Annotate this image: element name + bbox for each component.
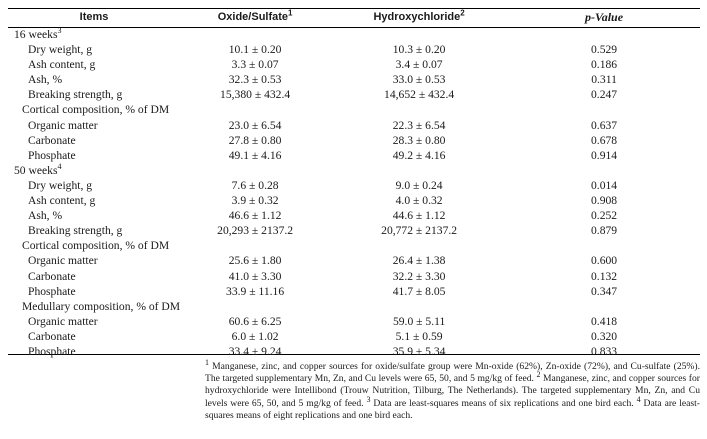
table-row — [8, 253, 700, 268]
table-row — [8, 87, 700, 102]
table-row — [8, 193, 700, 208]
oxide-sulfate-cell — [180, 102, 330, 117]
section-row — [8, 102, 700, 117]
hydroxychloride-cell — [330, 102, 508, 117]
section-label: Medullary composition, % of DM — [22, 299, 181, 313]
table-row — [8, 344, 700, 359]
hydroxychloride-cell — [330, 163, 508, 178]
oxide-sulfate-cell: 7.6 ± 0.28 — [231, 178, 279, 192]
section-label: Cortical composition, % of DM — [22, 239, 170, 253]
hydroxychloride-cell: 26.4 ± 1.38 — [392, 254, 446, 268]
oxide-sulfate-cell: 33.9 ± 11.16 — [226, 284, 285, 298]
oxide-sulfate-cell: 60.6 ± 6.25 — [228, 314, 282, 328]
p-value-cell: 0.311 — [591, 73, 617, 87]
oxide-sulfate-cell: 49.1 ± 4.16 — [228, 148, 282, 162]
hydroxychloride-cell: 32.2 ± 3.30 — [392, 269, 446, 283]
oxide-sulfate-cell: 27.8 ± 0.80 — [228, 133, 282, 147]
hydroxychloride-cell — [330, 238, 508, 253]
hydroxychloride-cell: 4.0 ± 0.32 — [395, 194, 443, 208]
header-items: Items — [79, 10, 109, 23]
footnote-text: Manganese, zinc, and copper sources for oxide/sulfate group were Mn-oxide (62%), Zn-oxide (72%), and Cu-sulfate (25%). The targeted supplementary Mn, Zn, and Cu levels were 65, 50, and 5 mg/kg of feed. — [205, 361, 700, 385]
oxide-sulfate-cell: 3.3 ± 0.07 — [231, 58, 279, 72]
hydroxychloride-cell — [330, 27, 508, 42]
hydroxychloride-cell: 49.2 ± 4.16 — [392, 148, 446, 162]
footnote-marker: 3 — [366, 394, 371, 404]
row-label: Carbonate — [28, 133, 76, 147]
header-p-value: p-Value — [585, 9, 624, 24]
hydroxychloride-cell: 41.7 ± 8.05 — [392, 284, 446, 298]
row-label: Organic matter — [28, 118, 98, 132]
table-row — [8, 148, 700, 163]
oxide-sulfate-cell: 32.3 ± 0.53 — [228, 73, 282, 87]
hydroxychloride-cell: 3.4 ± 0.07 — [395, 58, 443, 72]
footnote-text: Data are least-squares means of eight replications and one bird each. — [205, 397, 700, 421]
p-value-cell — [508, 238, 700, 253]
hydroxychloride-cell: 20,772 ± 2137.2 — [381, 224, 458, 238]
row-label: Ash, % — [28, 73, 63, 87]
header-row — [8, 8, 700, 27]
oxide-sulfate-cell: 33.4 ± 9.24 — [228, 344, 282, 358]
oxide-sulfate-cell — [180, 238, 330, 253]
oxide-sulfate-cell: 23.0 ± 6.54 — [228, 118, 282, 132]
group-row — [8, 27, 700, 42]
footnote-marker: 1 — [205, 357, 209, 367]
p-value-cell: 0.014 — [591, 178, 618, 192]
table-row — [8, 223, 700, 238]
group-label: 16 weeks$^3$ — [14, 26, 62, 41]
table-row — [8, 284, 700, 299]
section-row — [8, 299, 700, 314]
hydroxychloride-cell: 44.6 ± 1.12 — [392, 209, 446, 223]
row-label: Ash content, g — [28, 194, 96, 208]
data-table — [8, 8, 700, 359]
p-value-cell: 0.186 — [591, 58, 618, 72]
row-label: Breaking strength, g — [28, 88, 123, 102]
header-oxide-sulfate: Oxide/Sulfate$^1$ — [217, 8, 293, 23]
table-row — [8, 72, 700, 87]
hydroxychloride-cell: 59.0 ± 5.11 — [392, 314, 446, 328]
p-value-cell: 0.247 — [591, 88, 618, 102]
p-value-cell: 0.347 — [591, 284, 618, 298]
oxide-sulfate-cell: 10.1 ± 0.20 — [228, 43, 282, 57]
footnote-marker: 4 — [636, 394, 641, 404]
p-value-cell: 0.678 — [591, 133, 618, 147]
footnote-text: Manganese, zinc, and copper sources for hydroxychloride were Intellibond (Trouw Nutrition, Tilburg, The Netherlands). The targeted supplementary Mn, Zn, and Cu levels were 65, 50, and 5 mg/kg of feed. — [205, 373, 700, 409]
table-row — [8, 57, 700, 72]
p-value-cell: 0.600 — [591, 254, 618, 268]
p-value-cell — [508, 299, 700, 314]
row-label: Organic matter — [28, 254, 98, 268]
p-value-cell: 0.418 — [591, 314, 618, 328]
oxide-sulfate-cell: 25.6 ± 1.80 — [228, 254, 282, 268]
row-label: Dry weight, g — [28, 178, 93, 192]
group-label: 50 weeks$^4$ — [14, 161, 62, 177]
row-label: Ash, % — [28, 209, 63, 223]
p-value-cell: 0.529 — [591, 43, 618, 57]
p-value-cell: 0.132 — [591, 269, 618, 283]
table-row — [8, 42, 700, 57]
row-label: Phosphate — [28, 284, 76, 298]
oxide-sulfate-cell: 46.6 ± 1.12 — [228, 209, 282, 223]
table-row — [8, 314, 700, 329]
hydroxychloride-cell: 9.0 ± 0.24 — [395, 178, 443, 192]
p-value-cell: 0.914 — [591, 148, 618, 162]
oxide-sulfate-cell: 6.0 ± 1.02 — [231, 329, 279, 343]
p-value-cell: 0.320 — [591, 329, 618, 343]
p-value-cell: 0.637 — [591, 118, 618, 132]
hydroxychloride-cell: 28.3 ± 0.80 — [392, 133, 446, 147]
hydroxychloride-cell: 22.3 ± 6.54 — [392, 118, 446, 132]
hydroxychloride-cell — [330, 299, 508, 314]
p-value-cell — [508, 27, 700, 42]
hydroxychloride-cell: 14,652 ± 432.4 — [384, 88, 455, 102]
section-label: Cortical composition, % of DM — [22, 103, 170, 117]
group-row — [8, 163, 700, 178]
row-label: Breaking strength, g — [28, 224, 123, 238]
row-label: Organic matter — [28, 314, 98, 328]
oxide-sulfate-cell: 20,293 ± 2137.2 — [217, 224, 294, 238]
p-value-cell: 0.879 — [591, 224, 618, 238]
footnotes — [205, 357, 700, 422]
hydroxychloride-cell: 33.0 ± 0.53 — [392, 73, 446, 87]
p-value-cell: 0.908 — [591, 194, 618, 208]
oxide-sulfate-cell — [180, 163, 330, 178]
p-value-cell — [508, 102, 700, 117]
table-row — [8, 178, 700, 193]
oxide-sulfate-cell — [180, 299, 330, 314]
footnote-marker: 2 — [536, 370, 541, 380]
hydroxychloride-cell: 35.9 ± 5.34 — [392, 344, 446, 358]
p-value-cell: 0.833 — [591, 344, 618, 358]
row-label: Phosphate — [28, 148, 76, 162]
row-label: Carbonate — [28, 269, 76, 283]
hydroxychloride-cell: 10.3 ± 0.20 — [392, 43, 446, 57]
footnote-text: Data are least-squares means of six replications and one bird each. — [370, 397, 634, 409]
table-row — [8, 329, 700, 344]
row-label: Phosphate — [28, 344, 76, 358]
row-label: Dry weight, g — [28, 43, 93, 57]
p-value-cell — [508, 163, 700, 178]
table-body — [8, 27, 700, 359]
table-row — [8, 133, 700, 148]
row-label: Ash content, g — [28, 58, 96, 72]
hydroxychloride-cell: 5.1 ± 0.59 — [395, 329, 443, 343]
p-value-cell: 0.252 — [591, 209, 618, 223]
oxide-sulfate-cell: 15,380 ± 432.4 — [220, 88, 291, 102]
header-hydroxychloride: Hydroxychloride$^2$ — [373, 8, 465, 23]
oxide-sulfate-cell: 41.0 ± 3.30 — [228, 269, 282, 283]
section-row — [8, 238, 700, 253]
table-row — [8, 118, 700, 133]
table-row — [8, 269, 700, 284]
table-row — [8, 208, 700, 223]
row-label: Carbonate — [28, 329, 76, 343]
oxide-sulfate-cell — [180, 27, 330, 42]
oxide-sulfate-cell: 3.9 ± 0.32 — [231, 194, 279, 208]
